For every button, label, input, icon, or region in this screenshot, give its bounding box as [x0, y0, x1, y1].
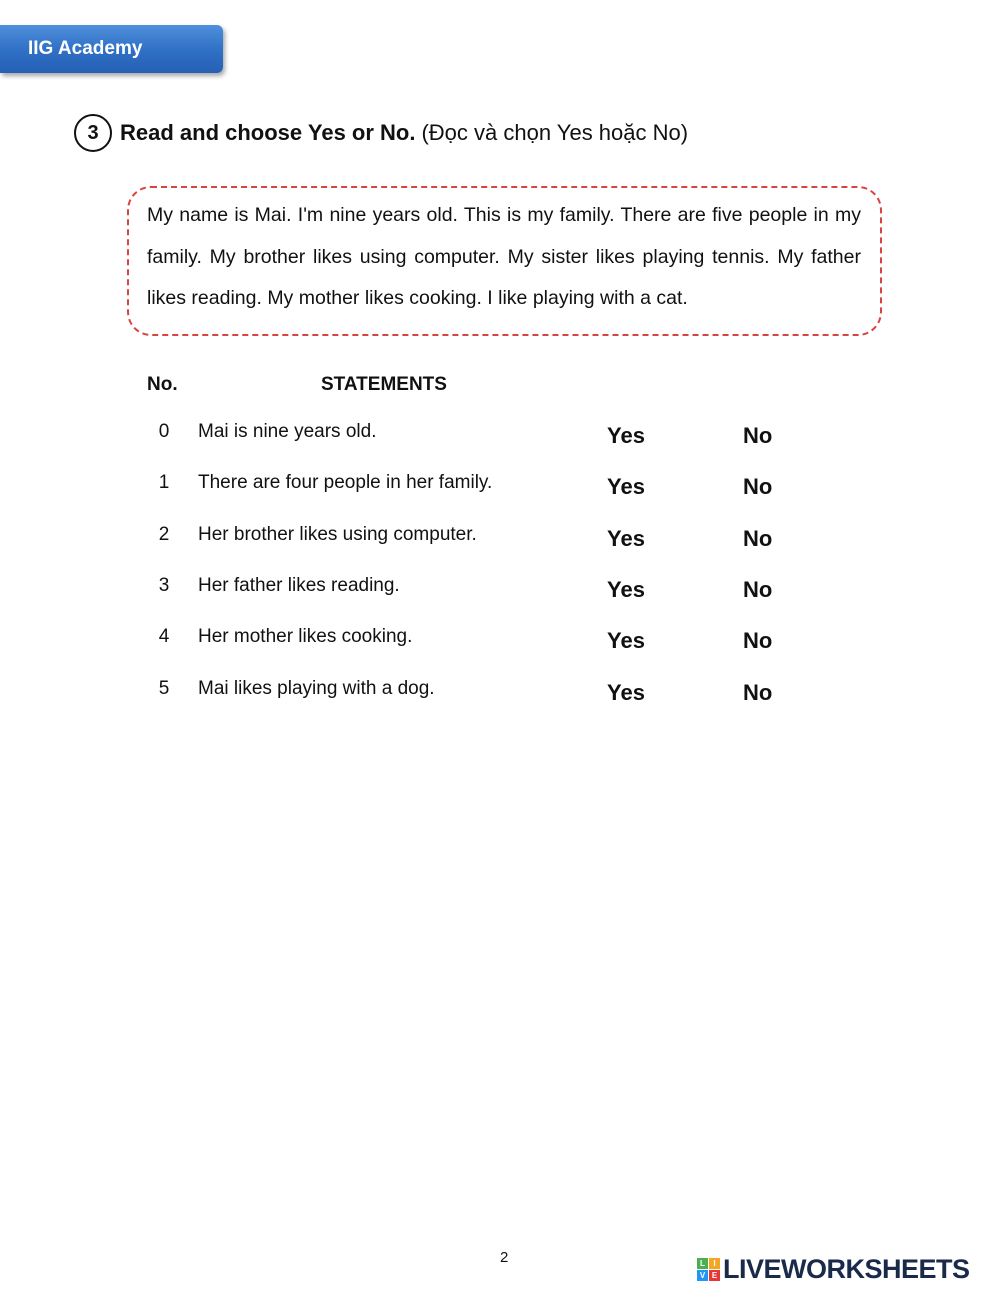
no-option[interactable]: No	[743, 577, 773, 602]
yes-option[interactable]: Yes	[607, 423, 645, 448]
column-header-no: No.	[147, 374, 178, 395]
column-header-statements: STATEMENTS	[321, 374, 447, 395]
row-statement: Her father likes reading.	[198, 575, 400, 596]
logo-letter-i: I	[709, 1258, 720, 1269]
table-row	[0, 524, 1000, 564]
logo-letter-l: L	[697, 1258, 708, 1269]
brand-label: IIG Academy	[28, 38, 143, 59]
table-row	[0, 575, 1000, 615]
exercise-heading	[74, 112, 688, 154]
no-option[interactable]: No	[743, 423, 773, 448]
row-number: 5	[158, 678, 170, 699]
exercise-translation: (Đọc và chọn Yes hoặc No)	[421, 120, 689, 145]
reading-passage: My name is Mai. I'm nine years old. This is my family. There are five people in my family. My brother likes using computer. My sister likes playing tennis. My father likes reading. My mother likes cooking. I like playing with a cat.	[147, 204, 861, 309]
no-option[interactable]: No	[743, 526, 773, 551]
row-statement: Her brother likes using computer.	[198, 524, 477, 545]
logo-letter-v: V	[697, 1270, 708, 1281]
row-number: 4	[158, 626, 170, 647]
no-option[interactable]: No	[743, 680, 773, 705]
logo-grid-icon	[697, 1258, 720, 1281]
liveworksheets-logo	[697, 1254, 970, 1284]
table-row	[0, 626, 1000, 666]
brand-tab	[0, 25, 223, 73]
table-row	[0, 678, 1000, 718]
yes-option[interactable]: Yes	[607, 628, 645, 653]
yes-option[interactable]: Yes	[607, 474, 645, 499]
row-statement: Her mother likes cooking.	[198, 626, 413, 647]
yes-option[interactable]: Yes	[607, 577, 645, 602]
exercise-number: 3	[87, 121, 99, 144]
row-number: 2	[158, 524, 170, 545]
row-statement: Mai is nine years old.	[198, 421, 377, 442]
yes-option[interactable]: Yes	[607, 526, 645, 551]
page-number: 2	[500, 1249, 509, 1266]
table-row	[0, 421, 1000, 461]
logo-text: LIVEWORKSHEETS	[723, 1253, 970, 1284]
row-statement: There are four people in her family.	[198, 472, 493, 493]
row-statement: Mai likes playing with a dog.	[198, 678, 435, 699]
yes-option[interactable]: Yes	[607, 680, 645, 705]
logo-letter-e: E	[709, 1270, 720, 1281]
exercise-number-badge	[74, 114, 112, 152]
row-number: 1	[158, 472, 170, 493]
no-option[interactable]: No	[743, 628, 773, 653]
row-number: 3	[158, 575, 170, 596]
row-number: 0	[158, 421, 170, 442]
exercise-title: Read and choose Yes or No.	[120, 120, 416, 145]
table-row	[0, 472, 1000, 512]
no-option[interactable]: No	[743, 474, 773, 499]
